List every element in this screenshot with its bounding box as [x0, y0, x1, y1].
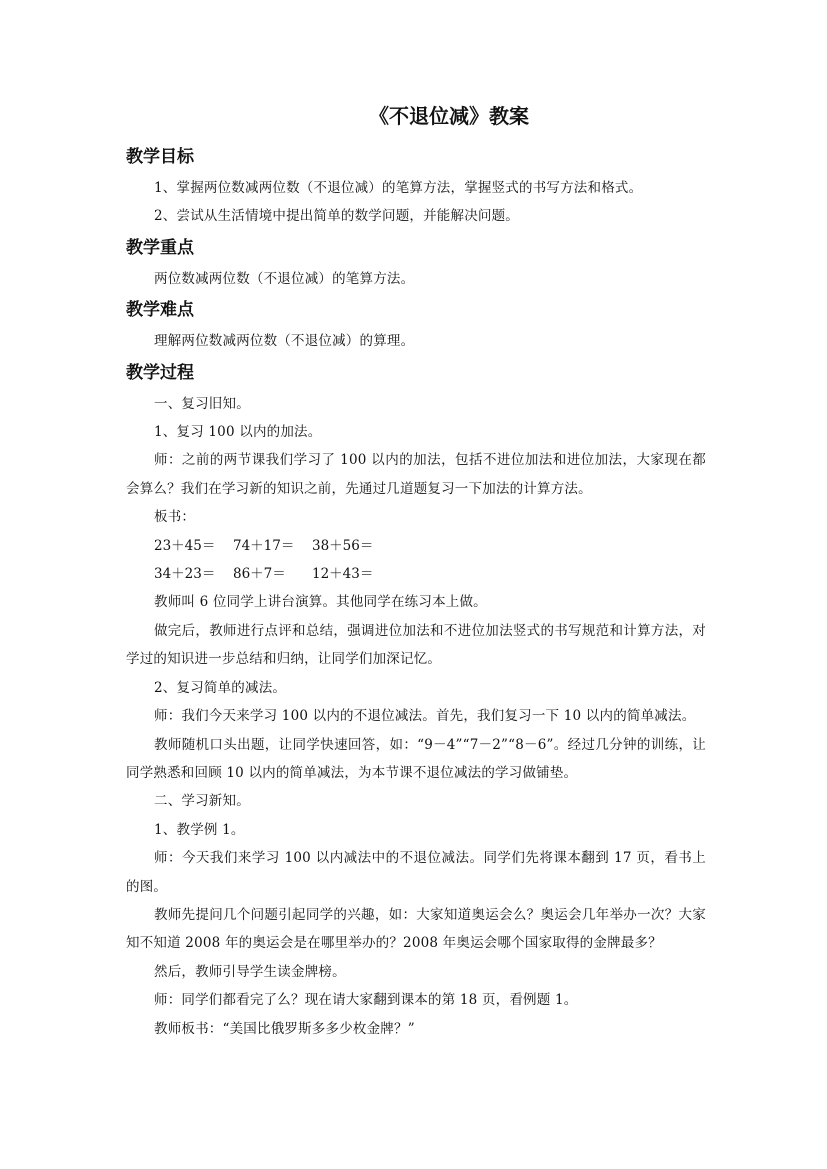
process-new-knowledge-heading: 二、学习新知。	[154, 793, 250, 810]
addition-exercises-row-2	[126, 560, 706, 588]
page-title: 《不退位减》教案	[369, 104, 529, 128]
process-blackboard-question: 教师板书：“美国比俄罗斯多多少枚金牌？”	[154, 1020, 415, 1037]
heading-teaching-process: 教学过程	[126, 362, 194, 383]
document-page	[126, 98, 706, 1043]
exercise-1: 23＋45＝	[154, 537, 216, 554]
exercise-2: 74＋17＝	[233, 537, 295, 554]
process-olympics-questions: 教师先提问几个问题引起同学的兴趣，如：大家知道奥运会么？奥运会几年举办一次？大家知不知道 2008 年的奥运会是在哪里举办的？2008 年奥运会哪个国家取得的金牌最多？	[126, 906, 706, 952]
process-teacher-open-book: 师：今天我们来学习 100 以内减法中的不退位减法。同学们先将课本翻到 17 页，看书上的图。	[126, 850, 706, 895]
key-point-text: 两位数减两位数（不退位减）的笔算方法。	[154, 270, 415, 287]
process-review-subtraction: 2、复习简单的减法。	[154, 679, 287, 696]
process-review-heading: 一、复习旧知。	[154, 395, 250, 412]
process-oral-drill: 教师随机口头出题，让同学快速回答，如：“9－4”“7－2”“8－6”。经过几分钟的训练，让同学熟悉和回顾 10 以内的简单减法，为本节课不退位减法的学习做铺垫。	[126, 736, 706, 781]
difficulty-text: 理解两位数减两位数（不退位减）的算理。	[154, 333, 415, 350]
goal-item-1: 1、掌握两位数减两位数（不退位减）的笔算方法，掌握竖式的书写方法和格式。	[154, 180, 643, 196]
goal-item-2: 2、尝试从生活情境中提出简单的数学问题，并能解决问题。	[154, 208, 519, 225]
exercise-4: 34＋23＝	[154, 566, 216, 583]
process-teacher-subtraction-intro: 师：我们今天来学习 100 以内的不退位减法。首先，我们复习一下 10 以内的简单减法。	[154, 708, 696, 725]
process-example-1-heading: 1、教学例 1。	[154, 821, 245, 838]
process-teacher-intro: 师：之前的两节课我们学习了 100 以内的加法，包括不进位加法和进位加法，大家现在都会算么？我们在学习新的知识之前，先通过几道题复习一下加法的计算方法。	[126, 452, 706, 497]
process-teacher-summary: 做完后，教师进行点评和总结，强调进位加法和不进位加法竖式的书写规范和计算方法，对学过的知识进一步总结和归纳，让同学们加深记忆。	[126, 622, 706, 668]
exercise-3: 38＋56＝	[312, 537, 374, 554]
process-blackboard-label: 板书：	[154, 509, 196, 526]
exercise-5: 86＋7＝	[233, 566, 286, 583]
heading-key-points: 教学重点	[126, 237, 194, 258]
addition-exercises-row-1	[126, 532, 706, 560]
heading-teaching-goals: 教学目标	[126, 147, 194, 167]
process-read-medal-table: 然后，教师引导学生读金牌榜。	[154, 963, 346, 980]
heading-difficulties: 教学难点	[126, 300, 194, 321]
process-turn-to-page-18: 师：同学们都看完了么？现在请大家翻到课本的第 18 页，看例题 1。	[154, 992, 578, 1009]
exercise-6: 12＋43＝	[312, 566, 374, 583]
process-review-addition: 1、复习 100 以内的加法。	[154, 424, 322, 441]
process-student-practice: 教师叫 6 位同学上讲台演算。其他同学在练习本上做。	[154, 594, 487, 611]
